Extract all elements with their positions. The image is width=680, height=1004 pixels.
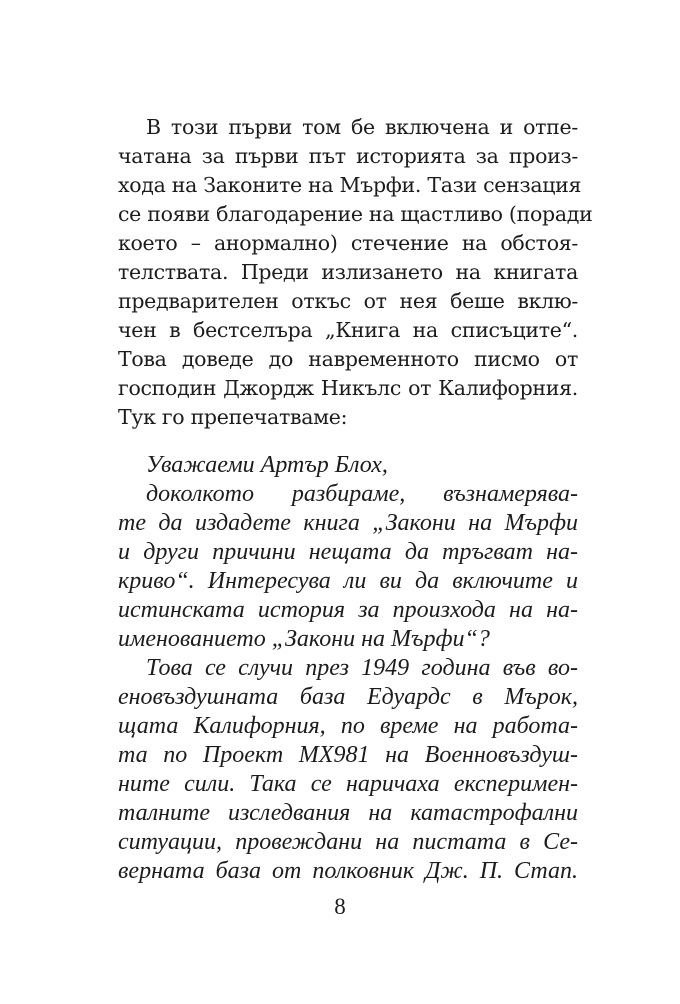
intro-line: господин Джордж Никълс от Калифорния. bbox=[118, 376, 578, 400]
letter-salutation: Уважаеми Артър Блох, bbox=[146, 452, 388, 478]
intro-line: В този първи том бе включена и отпе- bbox=[146, 115, 578, 139]
letter-line: верната база от полковник Дж. П. Стап. bbox=[118, 858, 578, 884]
page-number: 8 bbox=[334, 894, 346, 919]
letter-line: еновъздушната база Едуардс в Мърок, bbox=[118, 684, 578, 710]
intro-paragraph bbox=[118, 113, 593, 432]
intro-line: Това доведе до навременното писмо от bbox=[118, 347, 578, 371]
intro-line: се появи благодарение на щастливо (поради bbox=[118, 202, 593, 226]
letter-line: и други причини нещата да тръгват на- bbox=[118, 539, 578, 565]
letter-line: истинската история за произхода на на- bbox=[118, 597, 578, 623]
intro-line: което – анормално) стечение на обстоя- bbox=[118, 231, 578, 255]
letter-line: именованието „Закони на Мърфи“? bbox=[118, 626, 490, 652]
letter-line: та по Проект МХ981 на Военновъздуш- bbox=[118, 742, 578, 768]
letter-line: Това се случи през 1949 година във во- bbox=[146, 655, 578, 681]
intro-line: хода на Законите на Мърфи. Тази сензация bbox=[118, 173, 582, 197]
intro-line: Тук го препечатваме: bbox=[118, 405, 348, 429]
intro-line: телствата. Преди излизането на книгата bbox=[118, 260, 578, 284]
intro-line: чатана за първи път историята за произ- bbox=[118, 144, 578, 168]
letter-line: щата Калифорния, по време на работа- bbox=[118, 713, 578, 739]
intro-line: предварителен откъс от нея беше вклю- bbox=[118, 289, 578, 313]
intro-line: чен в бестселъра „Книга на списъците“. bbox=[118, 318, 578, 342]
letter-line: ситуации, провеждани на пистата в Се- bbox=[118, 829, 578, 855]
letter-line: талните изследвания на катастрофални bbox=[118, 800, 578, 826]
letter-line: доколкото разбираме, възнамерява- bbox=[146, 481, 578, 507]
letter-line: криво“. Интересува ли ви да включите и bbox=[118, 568, 578, 594]
letter-line: ните сили. Така се наричаха експеримен- bbox=[118, 771, 578, 797]
quoted-letter bbox=[118, 451, 578, 886]
letter-line: те да издадете книга „Закони на Мърфи bbox=[118, 510, 578, 536]
